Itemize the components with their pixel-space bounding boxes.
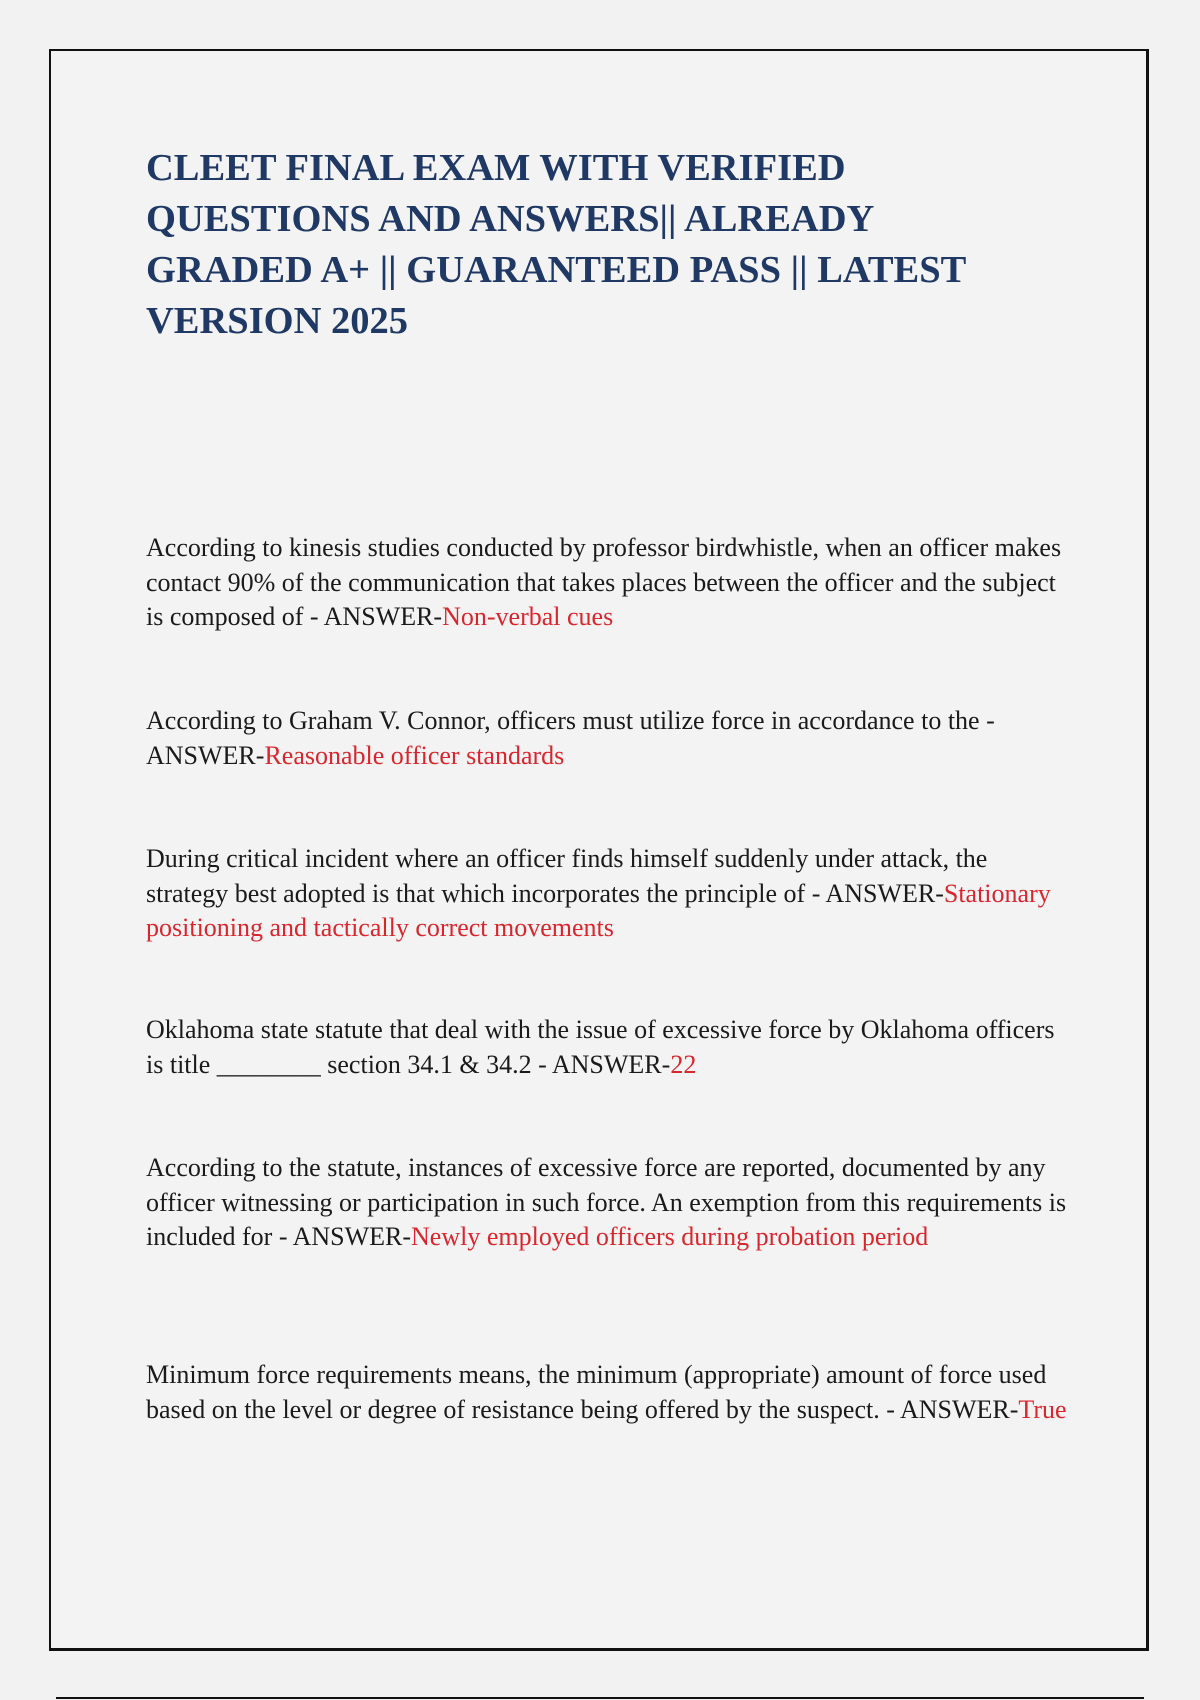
document-title: CLEET FINAL EXAM WITH VERIFIED QUESTIONS AND ANSWERS|| ALREADY GRADED A+ || GUARANTEED PASS || LATEST VERSION 2025	[146, 147, 966, 342]
answer-text: Reasonable officer standards	[264, 740, 565, 770]
qa-item-2	[146, 704, 1076, 773]
qa-item-1	[146, 531, 1076, 635]
qa-item-5	[146, 1151, 1076, 1255]
bottom-divider	[56, 1697, 1144, 1699]
question-text: Minimum force requirements means, the minimum (appropriate) amount of force used based on the level or degree of resistance being offered by the suspect. - ANSWER-	[146, 1360, 1047, 1424]
answer-text: Non-verbal cues	[442, 602, 614, 631]
question-text: According to the statute, instances of excessive force are reported, documented by any officer witnessing or participation in such force. An exemption from this requirements is included for - ANSWER-	[146, 1153, 1067, 1251]
question-text: During critical incident where an officer finds himself suddenly under attack, the strategy best adopted is that which incorporates the principle of - ANSWER-	[146, 844, 988, 908]
question-text: Oklahoma state statute that deal with the issue of excessive force by Oklahoma officers is title ________ section 34.1 & 34.2 - ANSWER-	[146, 1015, 1055, 1079]
qa-item-6	[146, 1358, 1076, 1427]
qa-item-4	[146, 1013, 1076, 1082]
answer-text: 22	[670, 1049, 697, 1079]
question-text: According to kinesis studies conducted by professor birdwhistle, when an officer makes contact 90% of the communication that takes places between the officer and the subject is composed of - ANSWER-	[146, 533, 1062, 631]
question-text: According to Graham V. Connor, officers must utilize force in accordance to the - ANSWER-	[146, 706, 995, 770]
answer-text: Stationary positioning and tactically correct movements	[146, 878, 1051, 942]
qa-item-3	[146, 842, 1076, 946]
answer-text: True	[1018, 1394, 1067, 1424]
answer-text: Newly employed officers during probation period	[411, 1222, 929, 1251]
